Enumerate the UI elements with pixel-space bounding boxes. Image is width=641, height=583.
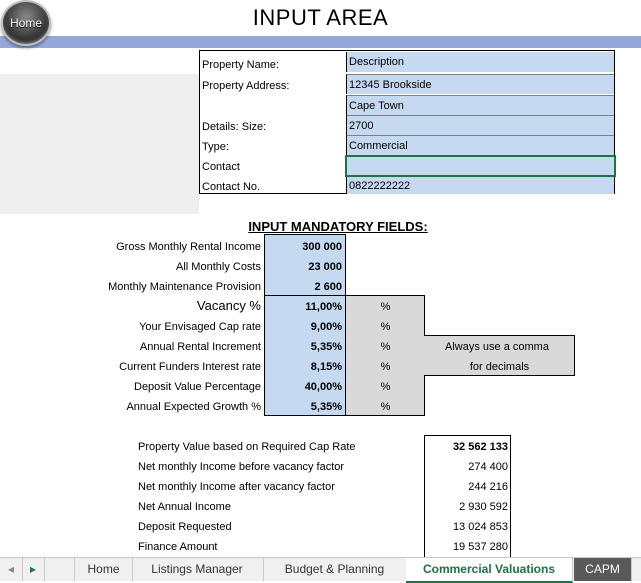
net-annual-income-label: Net Annual Income bbox=[138, 501, 231, 513]
net-income-before-vacancy-label: Net monthly Income before vacancy factor bbox=[138, 461, 345, 473]
vacancy-unit: % bbox=[380, 301, 391, 313]
contact-cell[interactable] bbox=[345, 155, 616, 177]
contact-no-cell[interactable]: 0822222222 bbox=[346, 177, 614, 194]
type-label: Type: bbox=[202, 141, 229, 153]
deposit-percentage-cell[interactable]: 40,00% bbox=[304, 381, 342, 393]
property-address-cell[interactable]: 12345 Brookside bbox=[346, 74, 614, 94]
cap-rate-label: Your Envisaged Cap rate bbox=[139, 321, 261, 333]
vacancy-cell[interactable]: 11,00% bbox=[305, 301, 342, 313]
net-income-after-vacancy-cell[interactable]: 244 216 bbox=[468, 481, 508, 493]
maintenance-label: Monthly Maintenance Provision bbox=[108, 281, 261, 293]
property-info-table bbox=[199, 50, 615, 194]
rental-increment-cell[interactable]: 5,35% bbox=[310, 341, 342, 353]
property-name-label: Property Name: bbox=[202, 59, 280, 71]
property-value-label: Property Value based on Required Cap Rate bbox=[138, 441, 356, 453]
contact-no-label: Contact No. bbox=[202, 181, 261, 193]
rental-increment-label: Annual Rental Increment bbox=[139, 341, 261, 353]
cap-rate-cell[interactable]: 9,00% bbox=[310, 321, 342, 333]
finance-amount-cell[interactable]: 19 537 280 bbox=[452, 541, 508, 553]
property-city-cell[interactable]: Cape Town bbox=[346, 95, 614, 115]
interest-rate-unit: % bbox=[380, 361, 391, 373]
tab-capm[interactable]: CAPM bbox=[574, 558, 632, 581]
scroll-next-sheet-button[interactable]: ▸ bbox=[22, 558, 45, 581]
sheet-tab-bar bbox=[0, 557, 641, 581]
image-placeholder-panel bbox=[0, 74, 199, 214]
deposit-requested-cell[interactable]: 13 024 853 bbox=[452, 521, 508, 533]
size-cell[interactable]: 2700 bbox=[346, 115, 614, 135]
monthly-costs-cell[interactable]: 23 000 bbox=[308, 261, 342, 273]
gross-rental-cell[interactable]: 300 000 bbox=[302, 241, 342, 253]
interest-rate-label: Current Funders Interest rate bbox=[119, 361, 261, 373]
mandatory-heading: INPUT MANDATORY FIELDS: bbox=[248, 219, 428, 234]
type-cell[interactable]: Commercial bbox=[346, 135, 614, 155]
monthly-costs-label: All Monthly Costs bbox=[176, 261, 261, 273]
tab-home[interactable]: Home bbox=[74, 558, 133, 581]
home-button[interactable] bbox=[1, 0, 51, 46]
expected-growth-unit: % bbox=[380, 401, 391, 413]
contact-label: Contact bbox=[202, 161, 240, 173]
size-label: Details: Size: bbox=[202, 121, 267, 133]
tab-listings-manager[interactable]: Listings Manager bbox=[131, 558, 264, 581]
net-annual-income-cell[interactable]: 2 930 592 bbox=[459, 501, 508, 513]
deposit-requested-label: Deposit Requested bbox=[138, 521, 232, 533]
expected-growth-label: Annual Expected Growth % bbox=[126, 401, 261, 413]
tab-commercial-valuations[interactable]: Commercial Valuations bbox=[406, 558, 573, 583]
tab-budget-planning[interactable]: Budget & Planning bbox=[263, 558, 407, 581]
interest-rate-cell[interactable]: 8,15% bbox=[310, 361, 342, 373]
expected-growth-cell[interactable]: 5,35% bbox=[310, 401, 342, 413]
scroll-first-sheet-button[interactable]: ◂ bbox=[0, 558, 23, 581]
home-button-label: Home bbox=[9, 16, 42, 30]
gross-rental-label: Gross Monthly Rental Income bbox=[116, 241, 261, 253]
cap-rate-unit: % bbox=[380, 321, 391, 333]
rental-increment-unit: % bbox=[380, 341, 391, 353]
net-income-after-vacancy-label: Net monthly Income after vacancy factor bbox=[138, 481, 335, 493]
maintenance-cell[interactable]: 2 600 bbox=[314, 281, 342, 293]
decimal-note-line1: Always use a comma bbox=[445, 341, 549, 353]
decimal-note-line2: for decimals bbox=[469, 361, 530, 373]
title-stripe bbox=[0, 36, 641, 48]
net-income-before-vacancy-cell[interactable]: 274 400 bbox=[468, 461, 508, 473]
property-value-cell[interactable]: 32 562 133 bbox=[452, 441, 508, 453]
deposit-percentage-label: Deposit Value Percentage bbox=[134, 381, 261, 393]
page-title: INPUT AREA bbox=[252, 5, 389, 30]
deposit-percentage-unit: % bbox=[380, 381, 391, 393]
vacancy-label: Vacancy % bbox=[196, 298, 261, 313]
finance-amount-label: Finance Amount bbox=[138, 541, 218, 553]
property-name-cell[interactable]: Description bbox=[346, 52, 614, 72]
property-address-label: Property Address: bbox=[202, 80, 290, 92]
